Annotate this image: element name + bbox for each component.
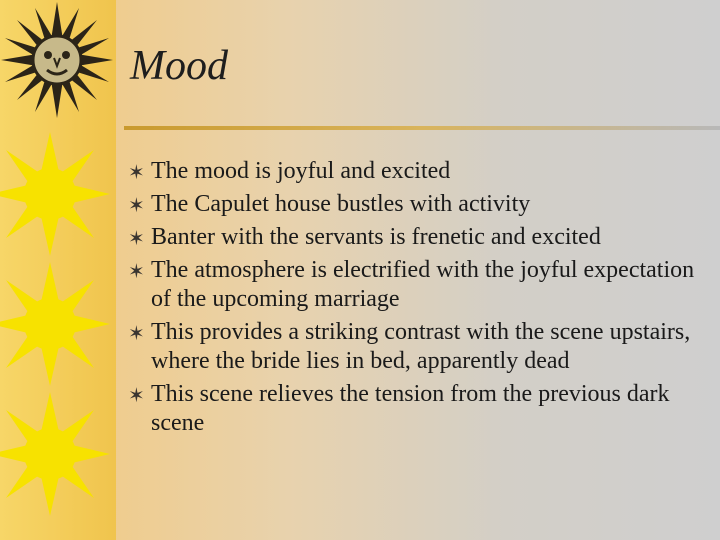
sun-burst-icon <box>0 128 116 260</box>
slide-title: Mood <box>130 43 228 89</box>
asterisk-star-icon: ✶ <box>128 226 145 250</box>
bullet-text: This scene relieves the tension from the previous dark scene <box>151 381 670 436</box>
asterisk-star-icon: ✶ <box>128 321 145 345</box>
bullet-text: Banter with the servants is frenetic and excited <box>151 224 601 250</box>
bullet-text: This provides a striking contrast with the scene upstairs, where the bride lies in bed, apparently dead <box>151 319 691 374</box>
asterisk-star-icon: ✶ <box>128 193 145 217</box>
bullet-text: The atmosphere is electrified with the joyful expectation of the upcoming marriage <box>151 257 695 312</box>
bullet-item <box>128 157 708 186</box>
bullet-item <box>128 318 708 376</box>
bullet-list <box>128 157 708 442</box>
bullet-text: The mood is joyful and excited <box>151 158 451 184</box>
sun-burst-icon <box>0 258 116 390</box>
bullet-item <box>128 380 708 438</box>
bullet-item <box>128 190 708 219</box>
title-underline <box>124 126 720 130</box>
asterisk-star-icon: ✶ <box>128 160 145 184</box>
asterisk-star-icon: ✶ <box>128 259 145 283</box>
bullet-text: The Capulet house bustles with activity <box>151 191 531 217</box>
sun-burst-icon <box>0 388 116 520</box>
bullet-item <box>128 223 708 252</box>
asterisk-star-icon: ✶ <box>128 383 145 407</box>
bullet-item <box>128 256 708 314</box>
sun-face-icon <box>0 0 116 124</box>
